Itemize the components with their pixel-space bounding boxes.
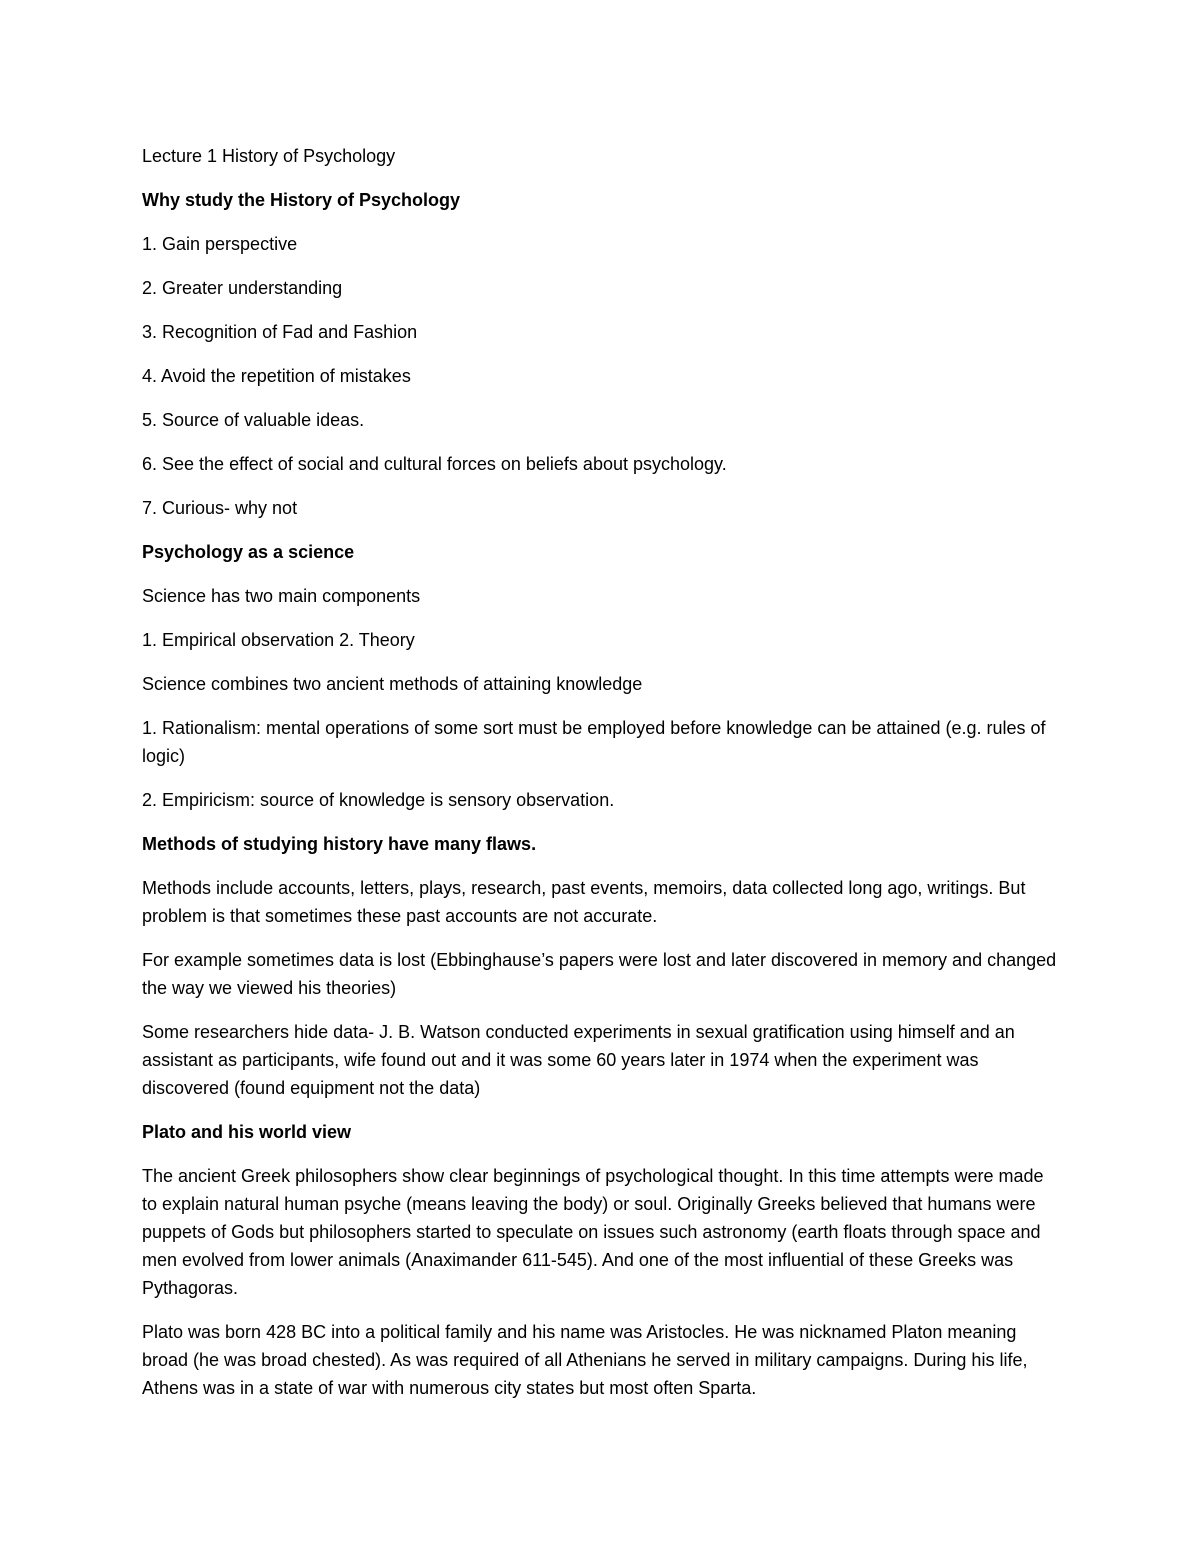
list-item: 4. Avoid the repetition of mistakes xyxy=(142,366,411,386)
section-heading-plato: Plato and his world view xyxy=(142,1122,352,1142)
list-item: 3. Recognition of Fad and Fashion xyxy=(142,322,418,342)
paragraph: The ancient Greek philosophers show clear beginnings of psychological thought. In this time attempts were made to explain natural human psyche (means leaving the body) or soul. Originally Greeks believed that humans were puppets of Gods but philosophers started to speculate on issues such astronomy (earth floats through space and men evolved from lower animals (Anaximander 611-545). And one of the most influential of these Greeks was Pythagoras. xyxy=(142,1166,1044,1298)
list-item: 7. Curious- why not xyxy=(142,498,298,518)
paragraph: Science has two main components xyxy=(142,586,421,606)
paragraph-rationalism: 1. Rationalism: mental operations of some sort must be employed before knowledge can be attained (e.g. rules of logic) xyxy=(142,718,1046,766)
section-heading-why-study: Why study the History of Psychology xyxy=(142,190,461,210)
paragraph: Science combines two ancient methods of attaining knowledge xyxy=(142,674,643,694)
paragraph: Plato was born 428 BC into a political family and his name was Aristocles. He was nicknamed Platon meaning broad (he was broad chested). As was required of all Athenians he served in military campaigns. During his life, Athens was in a state of war with numerous city states but most often Sparta. xyxy=(142,1322,1028,1398)
document-body xyxy=(142,142,1062,1418)
document-title: Lecture 1 History of Psychology xyxy=(142,146,396,166)
paragraph: Some researchers hide data- J. B. Watson conducted experiments in sexual gratification using himself and an assistant as participants, wife found out and it was some 60 years later in 1974 when the experiment was discovered (found equipment not the data) xyxy=(142,1022,1015,1098)
section-heading-methods-flaws: Methods of studying history have many flaws. xyxy=(142,834,537,854)
paragraph: For example sometimes data is lost (Ebbinghause’s papers were lost and later discovered in memory and changed the way we viewed his theories) xyxy=(142,950,1057,998)
section-heading-psychology-science: Psychology as a science xyxy=(142,542,355,562)
list-item: 6. See the effect of social and cultural forces on beliefs about psychology. xyxy=(142,454,727,474)
list-item: 2. Greater understanding xyxy=(142,278,343,298)
paragraph-empiricism: 2. Empiricism: source of knowledge is sensory observation. xyxy=(142,790,615,810)
list-item: 5. Source of valuable ideas. xyxy=(142,410,365,430)
list-item: 1. Gain perspective xyxy=(142,234,298,254)
paragraph: Methods include accounts, letters, plays, research, past events, memoirs, data collected long ago, writings. But problem is that sometimes these past accounts are not accurate. xyxy=(142,878,1026,926)
paragraph: 1. Empirical observation 2. Theory xyxy=(142,630,415,650)
